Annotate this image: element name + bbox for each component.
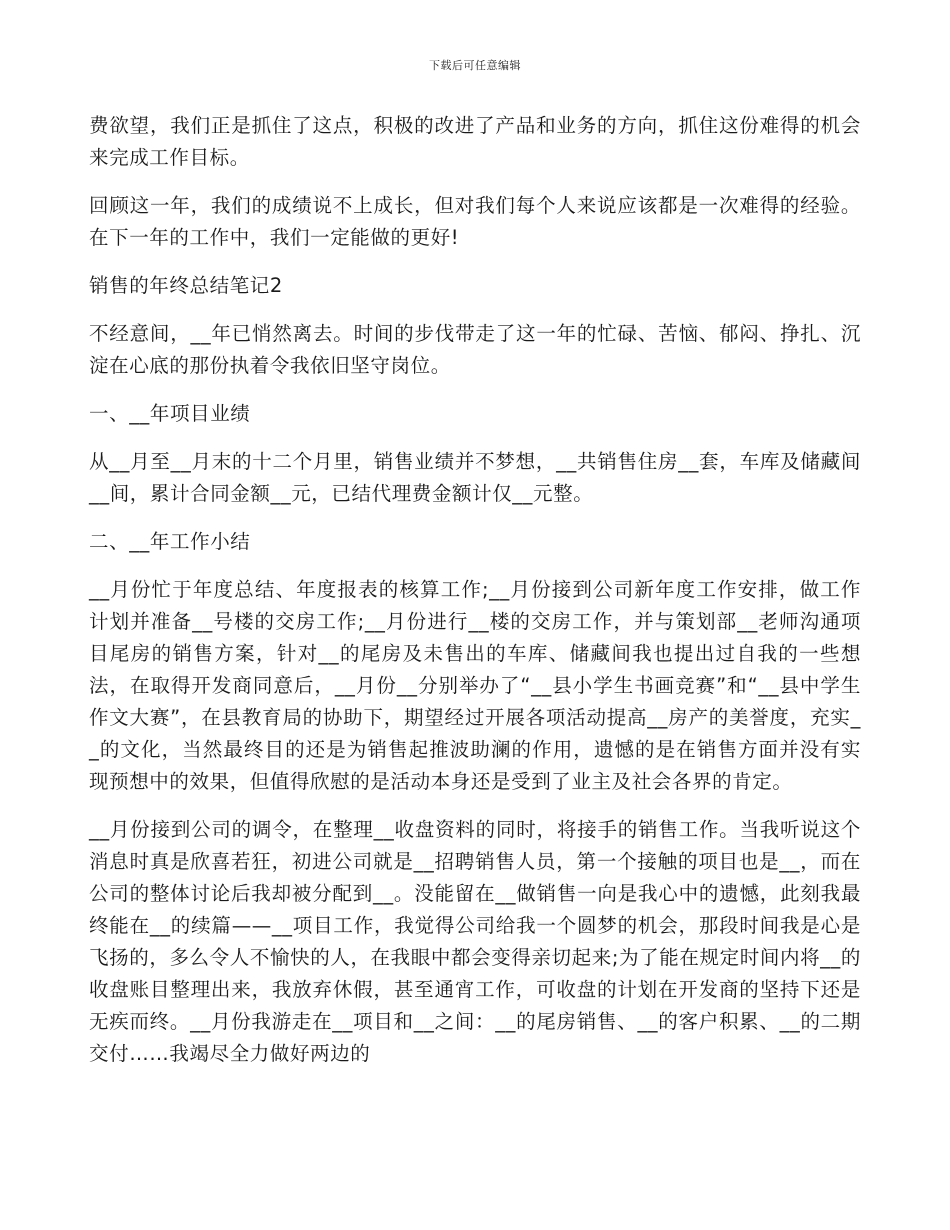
paragraph-1: 费欲望，我们正是抓住了这点，积极的改进了产品和业务的方向，抓住这份难得的机会来完成工作目标。: [89, 114, 861, 169]
paragraph-4: 从__月至__月末的十二个月里，销售业绩并不梦想，__共销售住房__套，车库及储藏间__间，累计合同金额__元，已结代理费金额计仅__元整。: [89, 450, 861, 505]
document-body: [89, 110, 861, 1086]
page-header: 下载后可任意编辑: [429, 59, 521, 72]
heading-project-performance: 一、__年项目业绩: [89, 402, 251, 425]
paragraph-6: __月份接到公司的调令，在整理__收盘资料的同时，将接手的销售工作。当我听说这个消息时真是欣喜若狂，初进公司就是__招聘销售人员，第一个接触的项目也是__，而在公司的整体讨论后我却被分配到__。没能留在__做销售一向是我心中的遗憾，此刻我最终能在__的续篇——__项目工作，我觉得公司给我一个圆梦的机会，那段时间我是心是飞扬的，多么令人不愉快的人，在我眼中都会变得亲切起来;为了能在规定时间内将__的收盘账目整理出来，我放弃休假，甚至通宵工作，可收盘的计划在开发商的坚持下还是无疾而终。__月份我游走在__项目和__之间：__的尾房销售、__的客户积累、__的二期交付……我竭尽全力做好两边的: [89, 818, 861, 1065]
section-title: 销售的年终总结笔记2: [89, 274, 283, 297]
paragraph-3: 不经意间，__年已悄然离去。时间的步伐带走了这一年的忙碌、苦恼、郁闷、挣扎、沉淀在心底的那份执着令我依旧坚守岗位。: [89, 322, 861, 377]
paragraph-2: 回顾这一年，我们的成绩说不上成长，但对我们每个人来说应该都是一次难得的经验。在下一年的工作中，我们一定能做的更好!: [89, 194, 861, 249]
heading-work-summary: 二、__年工作小结: [89, 530, 251, 553]
paragraph-5: __月份忙于年度总结、年度报表的核算工作;__月份接到公司新年度工作安排，做工作计划并准备__号楼的交房工作;__月份进行__楼的交房工作，并与策划部__老师沟通项目尾房的销售方案，针对__的尾房及未售出的车库、储藏间我也提出过自我的一些想法，在取得开发商同意后，__月份__分别举办了“__县小学生书画竞赛”和“__县中学生作文大赛”，在县教育局的协助下，期望经过开展各项活动提高__房产的美誉度，充实__的文化，当然最终目的还是为销售起推波助澜的作用，遗憾的是在销售方面并没有实现预想中的效果，但值得欣慰的是活动本身还是受到了业主及社会各界的肯定。: [89, 578, 861, 793]
